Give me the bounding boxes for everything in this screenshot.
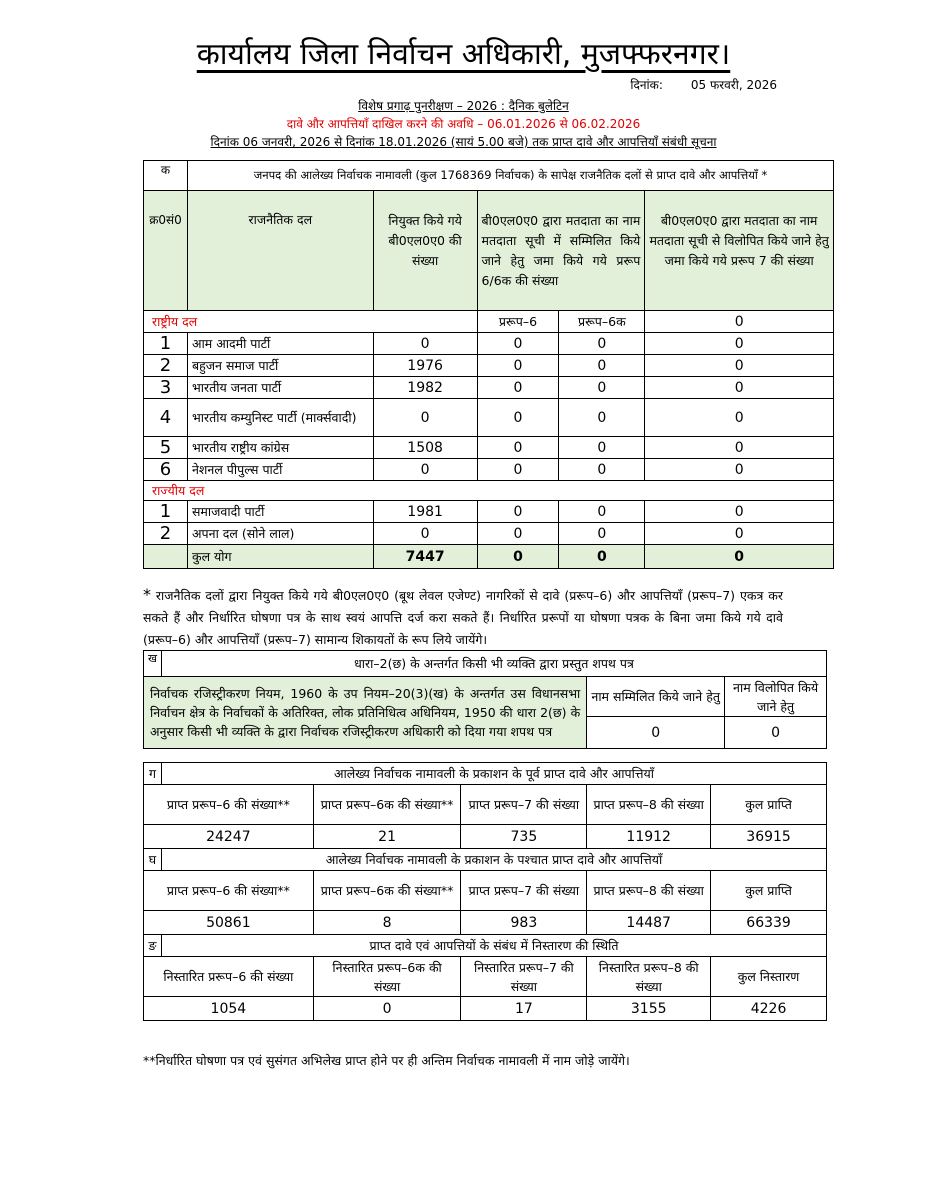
section-heading: आलेख्य निर्वाचक नामावली के प्रकाशन के पश्चात प्राप्त दावे और आपत्तियाँ bbox=[161, 849, 826, 871]
section-tag: ग bbox=[144, 763, 162, 785]
party-form6k-count: 0 bbox=[559, 523, 645, 545]
date-line bbox=[630, 76, 777, 93]
subheader-form6k: प्ररूप–6क bbox=[559, 311, 645, 333]
party-row bbox=[144, 399, 834, 437]
column-header: प्राप्त प्ररूप–7 की संख्या bbox=[461, 871, 587, 911]
party-form6k-count: 0 bbox=[559, 377, 645, 399]
value-cell: 0 bbox=[313, 997, 461, 1021]
column-header: प्राप्त प्ररूप–6क की संख्या** bbox=[313, 871, 461, 911]
col-header-delete: नाम विलोपित किये जाने हेतु bbox=[725, 677, 827, 717]
total-label: कुल योग bbox=[187, 545, 373, 569]
party-row bbox=[144, 459, 834, 481]
col-header-bla: नियुक्त किये गये बी0एल0ए0 की संख्या bbox=[373, 191, 477, 311]
bulletin-heading-text: विशेष प्रगाढ़ पुनरीक्षण – 2026 : दैनिक बुलेटिन bbox=[358, 99, 569, 113]
party-form7-count: 0 bbox=[645, 399, 834, 437]
party-form6-count: 0 bbox=[477, 523, 559, 545]
party-form7-count: 0 bbox=[645, 437, 834, 459]
party-form7-count: 0 bbox=[645, 501, 834, 523]
party-form6-count: 0 bbox=[477, 355, 559, 377]
value-cell: 24247 bbox=[144, 825, 314, 849]
total-blank bbox=[144, 545, 188, 569]
party-name: नेशनल पीपुल्स पार्टी bbox=[187, 459, 373, 481]
column-header-row bbox=[144, 785, 827, 825]
value-row bbox=[144, 825, 827, 849]
party-sno: 1 bbox=[144, 501, 188, 523]
party-bla-count: 0 bbox=[373, 523, 477, 545]
party-row bbox=[144, 355, 834, 377]
column-header: निस्तारित प्ररूप–6क की संख्या bbox=[313, 957, 461, 997]
value-cell: 8 bbox=[313, 911, 461, 935]
party-sno: 2 bbox=[144, 355, 188, 377]
section-tag: ख bbox=[144, 651, 162, 677]
section-heading: जनपद की आलेख्य निर्वाचक नामावली (कुल 1768369 निर्वाचक) के सापेक्ष राजनैतिक दलों से प्राप्त दावे और आपत्तियाँ * bbox=[187, 161, 833, 191]
national-party-label: राष्ट्रीय दल bbox=[144, 311, 478, 333]
claims-objections-summary-table bbox=[143, 762, 827, 1021]
value-row bbox=[144, 911, 827, 935]
state-party-label: राज्यीय दल bbox=[144, 481, 834, 501]
party-form7-count: 0 bbox=[645, 377, 834, 399]
column-header: कुल निस्तारण bbox=[711, 957, 827, 997]
column-header: प्राप्त प्ररूप–6 की संख्या** bbox=[144, 785, 314, 825]
party-form6k-count: 0 bbox=[559, 501, 645, 523]
party-row bbox=[144, 523, 834, 545]
party-form6k-count: 0 bbox=[559, 437, 645, 459]
column-header: निस्तारित प्ररूप–8 की संख्या bbox=[587, 957, 711, 997]
party-claims-table bbox=[143, 160, 834, 569]
party-form6-count: 0 bbox=[477, 333, 559, 355]
party-form6k-count: 0 bbox=[559, 333, 645, 355]
col-header-include: नाम सम्मिलित किये जाने हेतु bbox=[587, 677, 725, 717]
party-form7-count: 0 bbox=[645, 459, 834, 481]
column-header: कुल प्राप्ति bbox=[711, 785, 827, 825]
col-header-sno: क्र0सं0 bbox=[144, 191, 188, 311]
party-form6k-count: 0 bbox=[559, 355, 645, 377]
party-bla-count: 0 bbox=[373, 333, 477, 355]
party-row bbox=[144, 501, 834, 523]
star-note-text: राजनैतिक दलों द्वारा नियुक्त किये गये बी0एल0ए0 (बूथ लेवल एजेण्ट) नागरिकों से दावे (प्ररूप–6) और आपत्तियाँ (प्ररूप–7) एकत्र कर सकते हैं और निर्धारित घोषणा पत्र के साथ स्वयं आपत्ति दर्ज करा सकते हैं। निर्धारित प्ररूपों या घोषणा पत्रक के बिना जमा किये गये दावे (प्ररूप–6) और आपत्तियाँ (प्ररूप–7) सामान्य शिकायतों के रूप लिये जायेंगे। bbox=[143, 588, 783, 647]
value-cell: 983 bbox=[461, 911, 587, 935]
section-tag: क bbox=[144, 161, 188, 191]
section-heading: आलेख्य निर्वाचक नामावली के प्रकाशन के पूर्व प्राप्त दावे और आपत्तियाँ bbox=[161, 763, 826, 785]
column-header: निस्तारित प्ररूप–7 की संख्या bbox=[461, 957, 587, 997]
party-name: भारतीय जनता पार्टी bbox=[187, 377, 373, 399]
column-header: प्राप्त प्ररूप–6 की संख्या** bbox=[144, 871, 314, 911]
party-form6-count: 0 bbox=[477, 459, 559, 481]
party-form6k-count: 0 bbox=[559, 459, 645, 481]
column-header-row bbox=[144, 957, 827, 997]
party-bla-count: 0 bbox=[373, 399, 477, 437]
party-name: अपना दल (सोने लाल) bbox=[187, 523, 373, 545]
total-f6: 0 bbox=[477, 545, 559, 569]
section-heading-row bbox=[144, 763, 827, 785]
include-value: 0 bbox=[587, 717, 725, 749]
value-cell: 36915 bbox=[711, 825, 827, 849]
section-heading-row bbox=[144, 935, 827, 957]
star-note: * राजनैतिक दलों द्वारा नियुक्त किये गये बी0एल0ए0 (बूथ लेवल एजेण्ट) नागरिकों से दावे (प्ररूप–6) और आपत्तियाँ (प्ररूप–7) एकत्र कर सकते हैं और निर्धारित घोषणा पत्र के साथ स्वयं आपत्ति दर्ज करा सकते हैं। निर्धारित प्ररूपों या घोषणा पत्रक के बिना जमा किये गये दावे (प्ररूप–6) और आपत्तियाँ (प्ररूप–7) सामान्य शिकायतों के रूप लिये जायेंगे। bbox=[143, 585, 783, 647]
party-sno: 1 bbox=[144, 333, 188, 355]
party-form7-count: 0 bbox=[645, 523, 834, 545]
party-form6k-count: 0 bbox=[559, 399, 645, 437]
party-bla-count: 1508 bbox=[373, 437, 477, 459]
info-line: दिनांक 06 जनवरी, 2026 से दिनांक 18.01.2026 (सायं 5.00 बजे) तक प्राप्त दावे और आपत्तियाँ संबंधी सूचना bbox=[210, 135, 717, 149]
party-row bbox=[144, 377, 834, 399]
column-header: प्राप्त प्ररूप–8 की संख्या bbox=[587, 871, 711, 911]
party-form6-count: 0 bbox=[477, 399, 559, 437]
party-sno: 2 bbox=[144, 523, 188, 545]
total-bla: 7447 bbox=[373, 545, 477, 569]
affidavit-description: निर्वाचक रजिस्ट्रीकरण नियम, 1960 के उप नियम–20(3)(ख) के अन्तर्गत उस विधानसभा निर्वाचन क्षेत्र के निर्वाचकों के अतिरिक्त, लोक प्रतिनिधित्व अधिनियम, 1950 की धारा 2(छ) के अनुसार किसी भी व्यक्ति के द्वारा निर्वाचक रजिस्ट्रीकरण अधिकारी को दिया गया शपथ पत्र bbox=[144, 677, 587, 749]
column-header: प्राप्त प्ररूप–6क की संख्या** bbox=[313, 785, 461, 825]
value-cell: 14487 bbox=[587, 911, 711, 935]
party-row bbox=[144, 437, 834, 459]
party-form6-count: 0 bbox=[477, 501, 559, 523]
party-bla-count: 1981 bbox=[373, 501, 477, 523]
value-cell: 4226 bbox=[711, 997, 827, 1021]
value-cell: 735 bbox=[461, 825, 587, 849]
total-f7: 0 bbox=[645, 545, 834, 569]
column-header-row bbox=[144, 871, 827, 911]
party-sno: 4 bbox=[144, 399, 188, 437]
party-bla-count: 1982 bbox=[373, 377, 477, 399]
footnote: **निर्धारित घोषणा पत्र एवं सुसंगत अभिलेख प्राप्त होने पर ही अन्तिम निर्वाचक नामावली में नाम जोड़े जायेंगे। bbox=[143, 1053, 630, 1068]
col-header-form6: बी0एल0ए0 द्वारा मतदाता का नाम मतदाता सूची में सम्मिलित किये जाने हेतु जमा किये गये प्ररूप 6/6क की संख्या bbox=[477, 191, 645, 311]
party-sno: 6 bbox=[144, 459, 188, 481]
party-name: भारतीय राष्ट्रीय कांग्रेस bbox=[187, 437, 373, 459]
value-cell: 17 bbox=[461, 997, 587, 1021]
party-name: बहुजन समाज पार्टी bbox=[187, 355, 373, 377]
column-header: कुल प्राप्ति bbox=[711, 871, 827, 911]
party-name: भारतीय कम्युनिस्ट पार्टी (मार्क्सवादी) bbox=[187, 399, 373, 437]
affidavit-table bbox=[143, 650, 827, 749]
value-row bbox=[144, 997, 827, 1021]
party-form7-count: 0 bbox=[645, 333, 834, 355]
col-header-party: राजनैतिक दल bbox=[187, 191, 373, 311]
section-tag: घ bbox=[144, 849, 162, 871]
value-cell: 11912 bbox=[587, 825, 711, 849]
period-line: दावे और आपत्तियाँ दाखिल करने की अवधि – 06.01.2026 से 06.02.2026 bbox=[286, 117, 641, 131]
column-header: निस्तारित प्ररूप–6 की संख्या bbox=[144, 957, 314, 997]
party-name: समाजवादी पार्टी bbox=[187, 501, 373, 523]
col-header-form7: बी0एल0ए0 द्वारा मतदाता का नाम मतदाता सूची से विलोपित किये जाने हेतु जमा किये गये प्ररूप 7 की संख्या bbox=[645, 191, 834, 311]
value-cell: 1054 bbox=[144, 997, 314, 1021]
party-row bbox=[144, 333, 834, 355]
party-form6-count: 0 bbox=[477, 437, 559, 459]
party-form7-count: 0 bbox=[645, 355, 834, 377]
party-bla-count: 0 bbox=[373, 459, 477, 481]
total-f6k: 0 bbox=[559, 545, 645, 569]
date-value: 05 फरवरी, 2026 bbox=[690, 78, 777, 92]
value-cell: 3155 bbox=[587, 997, 711, 1021]
subheader-form6: प्ररूप–6 bbox=[477, 311, 559, 333]
value-cell: 50861 bbox=[144, 911, 314, 935]
bulletin-heading bbox=[0, 97, 927, 114]
value-cell: 21 bbox=[313, 825, 461, 849]
party-form6-count: 0 bbox=[477, 377, 559, 399]
party-sno: 3 bbox=[144, 377, 188, 399]
section-heading: धारा–2(छ) के अन्तर्गत किसी भी व्यक्ति द्वारा प्रस्तुत शपथ पत्र bbox=[162, 651, 827, 677]
value-cell: 66339 bbox=[711, 911, 827, 935]
office-title: कार्यालय जिला निर्वाचन अधिकारी, मुजफ्फरनगर। bbox=[196, 37, 731, 72]
party-sno: 5 bbox=[144, 437, 188, 459]
column-header: प्राप्त प्ररूप–7 की संख्या bbox=[461, 785, 587, 825]
party-name: आम आदमी पार्टी bbox=[187, 333, 373, 355]
section-heading: प्राप्त दावे एवं आपत्तियों के संबंध में निस्तारण की स्थिति bbox=[161, 935, 826, 957]
section-heading-row bbox=[144, 849, 827, 871]
column-header: प्राप्त प्ररूप–8 की संख्या bbox=[587, 785, 711, 825]
delete-value: 0 bbox=[725, 717, 827, 749]
date-label: दिनांक: bbox=[630, 78, 663, 92]
party-bla-count: 1976 bbox=[373, 355, 477, 377]
subheader-form7-value: 0 bbox=[645, 311, 834, 333]
section-tag: ङ bbox=[144, 935, 162, 957]
